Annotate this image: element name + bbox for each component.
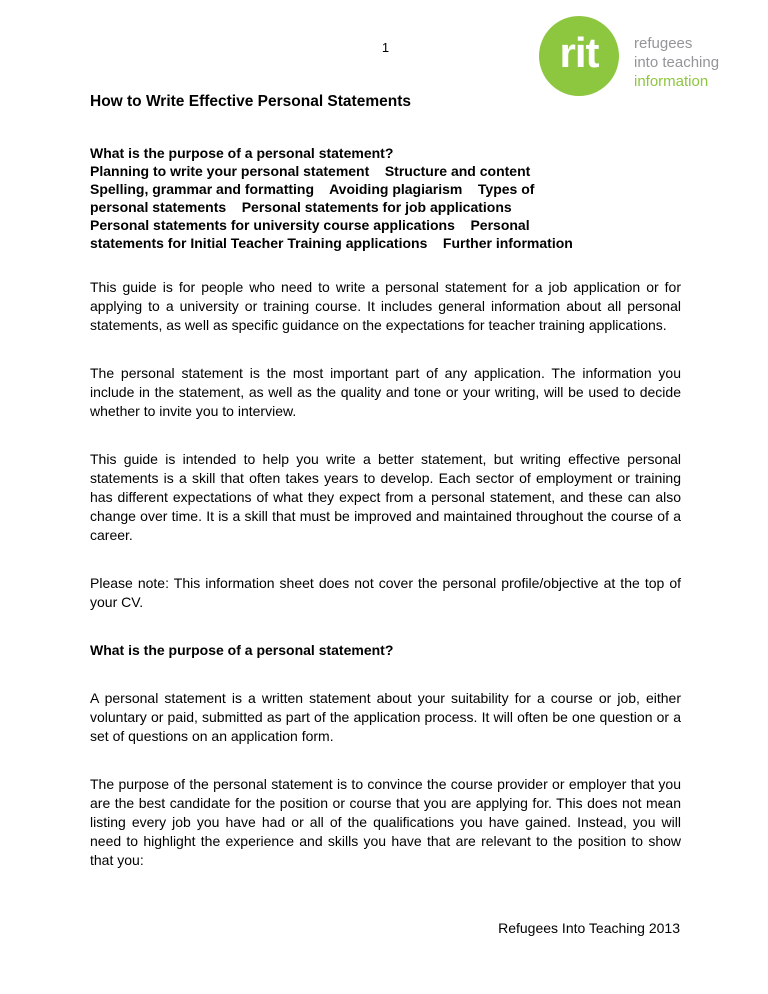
rit-logo-circle-icon — [539, 16, 619, 96]
contents-line-3: Spelling, grammar and formatting Avoiding plagiarism Types of — [90, 181, 535, 197]
paragraph-note: Please note: This information sheet does not cover the personal profile/objective at the top of your CV. — [90, 575, 681, 610]
paragraph-definition: A personal statement is a written statement about your suitability for a course or job, either voluntary or paid, submitted as part of the application process. It will often be one question or a set of questions on an application form. — [90, 690, 681, 744]
contents-line-4: personal statements Personal statements for job applications — [90, 199, 512, 215]
section-heading-purpose: What is the purpose of a personal statement? — [90, 642, 394, 658]
rit-logo-tagline — [634, 16, 719, 91]
contents-line-2: Planning to write your personal statement Structure and content — [90, 163, 531, 179]
paragraph-intro: This guide is for people who need to write a personal statement for a job application or for applying to a university or training course. It includes general information about all personal statements, as well as specific guidance on the expectations for teacher training applications. — [90, 279, 681, 333]
paragraph-skill: This guide is intended to help you write a better statement, but writing effective personal statements is a skill that often takes years to develop. Each sector of employment or training has different expectations of what they expect from a personal statement, and these can also change over time. It is a skill that must be improved and maintained throughout the course of a career. — [90, 451, 681, 543]
footer-text: Refugees Into Teaching 2013 — [498, 920, 680, 936]
tagline-line-refugees: refugees — [634, 35, 693, 52]
contents-block — [90, 144, 681, 252]
paragraph-importance: The personal statement is the most important part of any application. The information you include in the statement, as well as the quality and tone or your writing, will be used to decide whether to invite you to interview. — [90, 365, 681, 419]
page-number: 1 — [381, 40, 390, 55]
contents-line-1: What is the purpose of a personal statement? — [90, 145, 394, 161]
contents-line-6: statements for Initial Teacher Training applications Further information — [90, 235, 573, 251]
rit-logo — [539, 16, 719, 96]
tagline-line-information: information — [634, 73, 709, 90]
contents-line-5: Personal statements for university course applications Personal — [90, 217, 530, 233]
rit-logo-text: rit — [559, 29, 599, 76]
paragraph-purpose: The purpose of the personal statement is to convince the course provider or employer that you are the best candidate for the position or course that you are applying for. This does not mean listing every job you have had or all of the qualifications you have gained. Instead, you will need to highlight the experience and skills you have that are relevant to the position to show that you: — [90, 776, 681, 868]
tagline-line-into-teaching: into teaching — [634, 54, 720, 71]
document-body — [90, 92, 681, 899]
document-title: How to Write Effective Personal Statements — [90, 93, 411, 110]
